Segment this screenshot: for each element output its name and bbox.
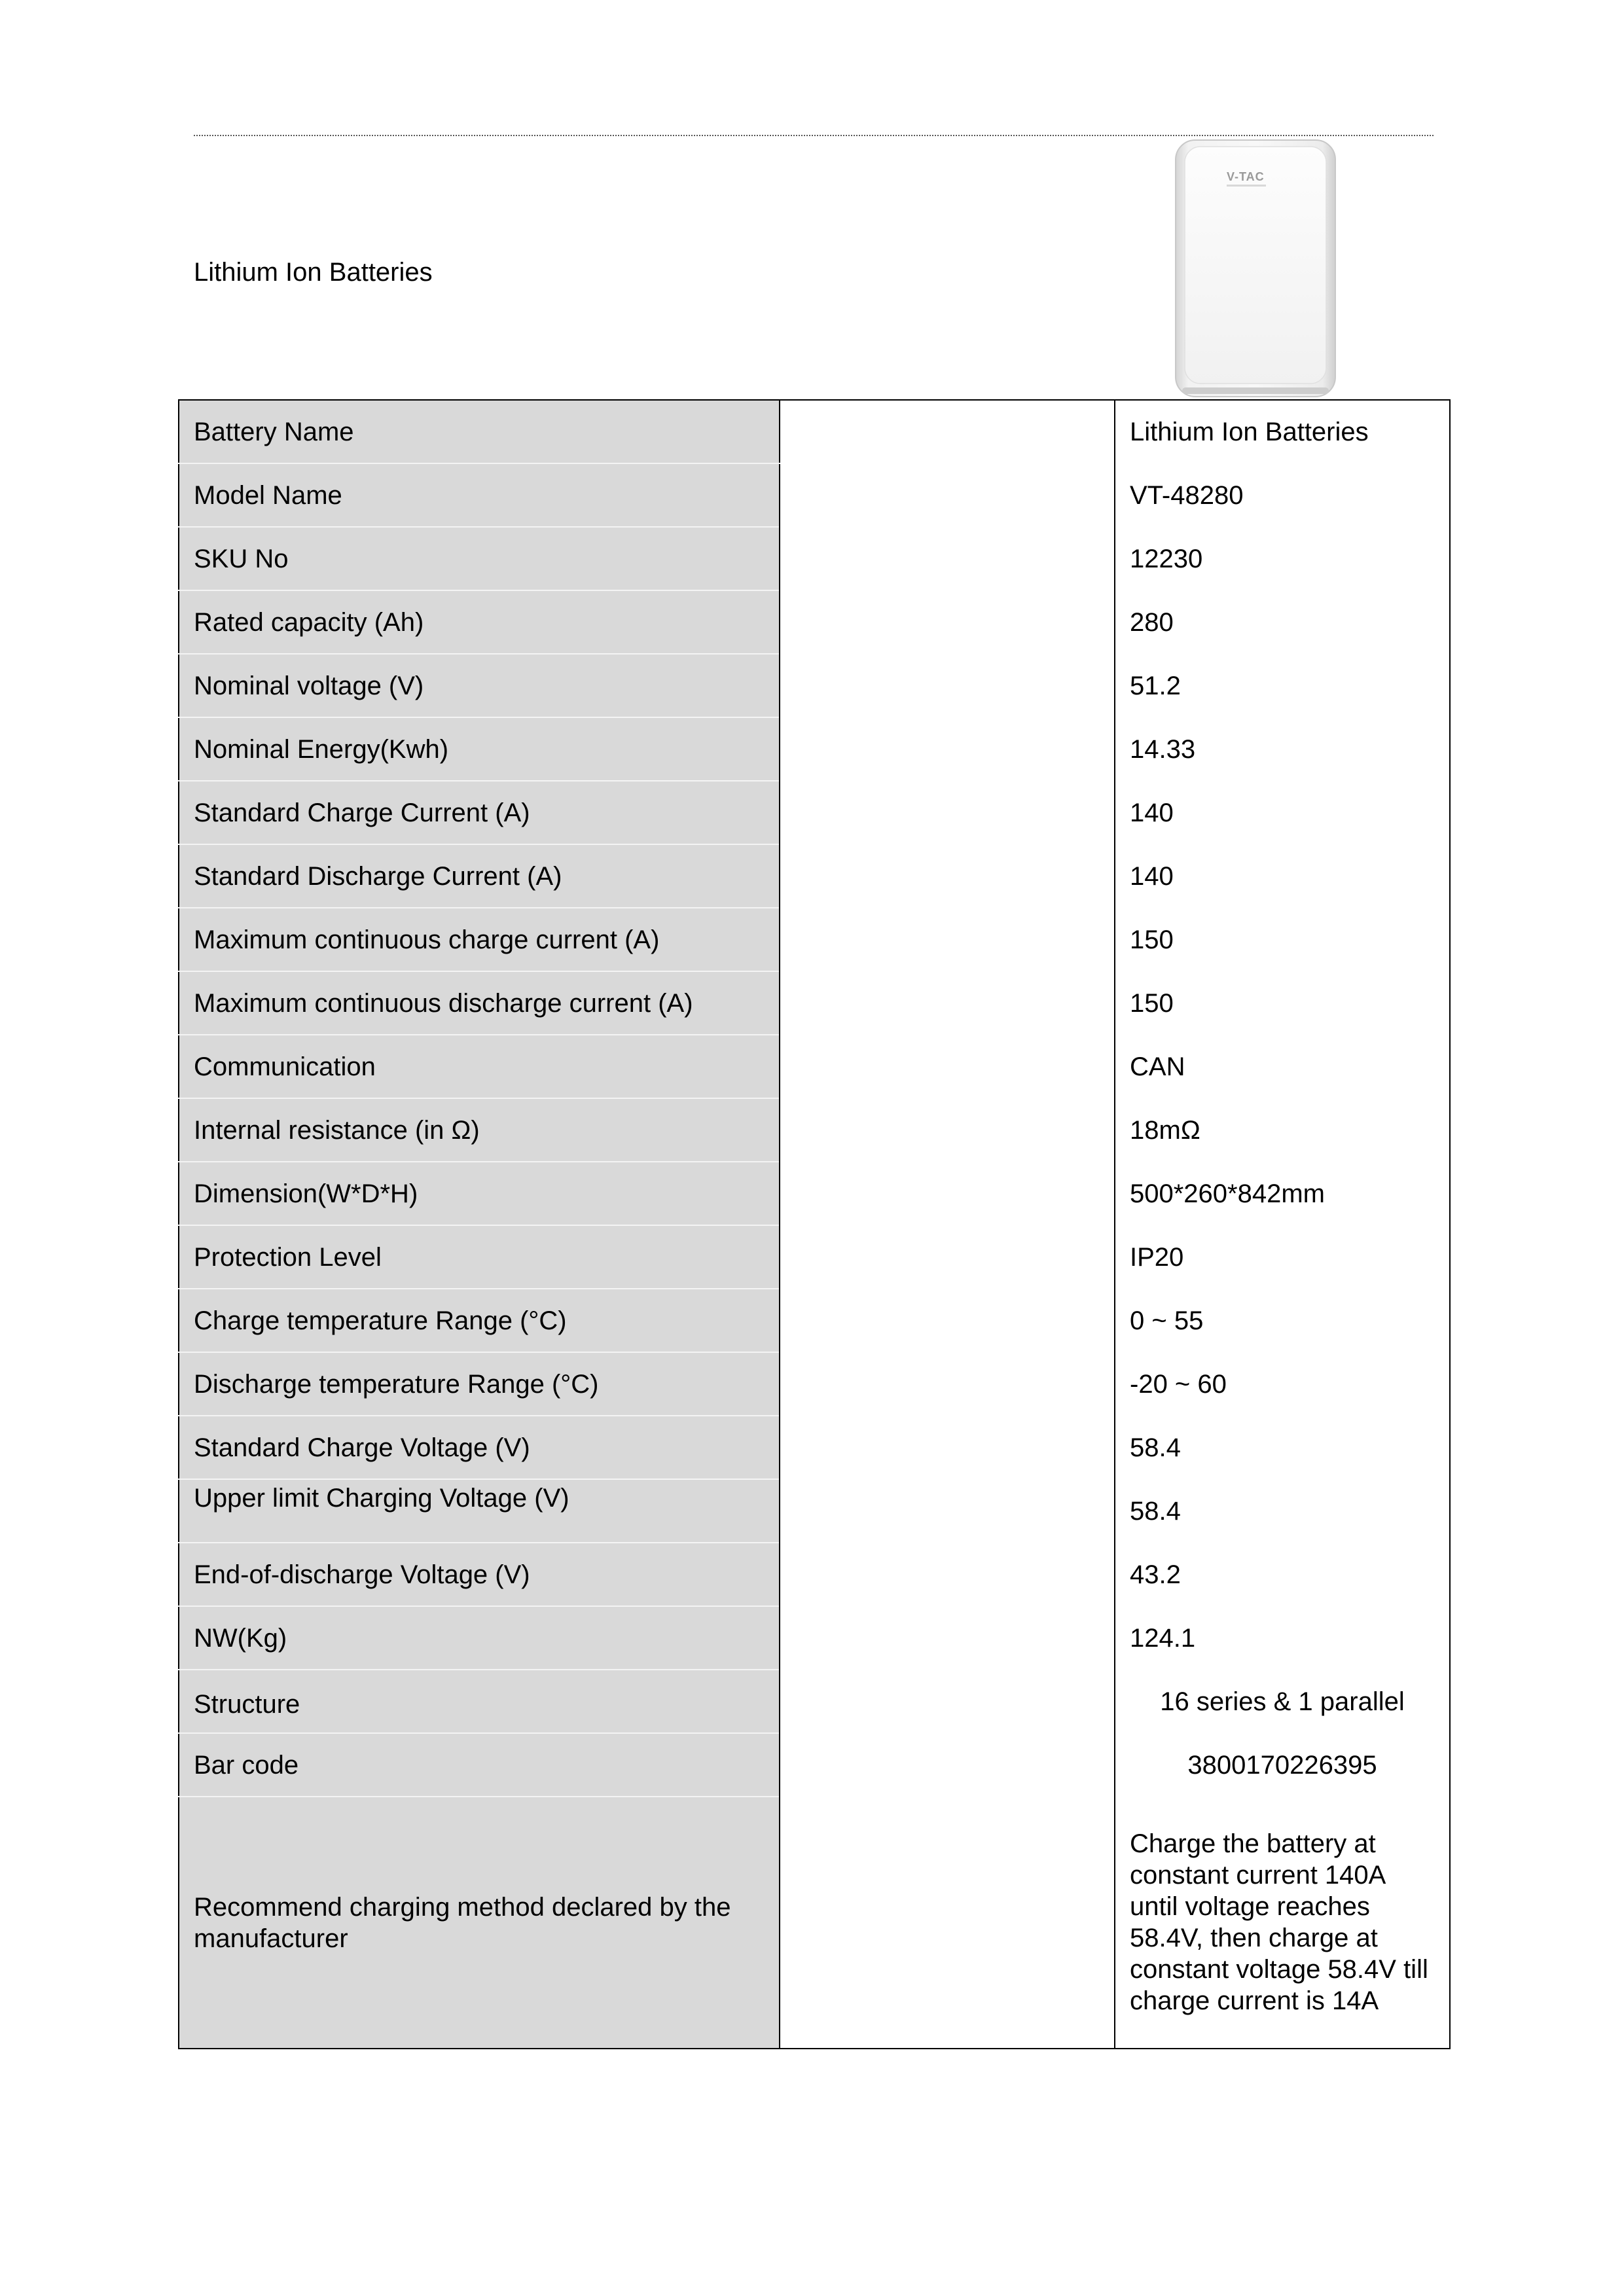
spec-label: Dimension(W*D*H) [179, 1162, 780, 1225]
spec-value: Lithium Ion Batteries [1115, 400, 1450, 463]
spec-label: Standard Charge Voltage (V) [179, 1416, 780, 1479]
spec-label: End-of-discharge Voltage (V) [179, 1543, 780, 1606]
spec-value: 58.4 [1115, 1479, 1450, 1543]
spec-label: Rated capacity (Ah) [179, 590, 780, 654]
spec-label: Bar code [179, 1733, 780, 1797]
spec-value: 500*260*842mm [1115, 1162, 1450, 1225]
spec-label: Communication [179, 1035, 780, 1098]
spec-label: Internal resistance (in Ω) [179, 1098, 780, 1162]
spec-value: 0 ~ 55 [1115, 1289, 1450, 1352]
document-title: Lithium Ion Batteries [194, 258, 433, 287]
spec-value: 124.1 [1115, 1606, 1450, 1670]
table-row [179, 400, 1450, 463]
spec-value: VT-48280 [1115, 463, 1450, 527]
spec-value: CAN [1115, 1035, 1450, 1098]
spec-table [178, 399, 1451, 2049]
spec-value: 16 series & 1 parallel [1115, 1670, 1450, 1733]
spec-label: Standard Discharge Current (A) [179, 844, 780, 908]
blank-column [780, 400, 1115, 2049]
battery-product-image [1172, 137, 1339, 399]
spec-label: Standard Charge Current (A) [179, 781, 780, 844]
spec-value: 150 [1115, 908, 1450, 971]
spec-value: 150 [1115, 971, 1450, 1035]
spec-value: 3800170226395 [1115, 1733, 1450, 1797]
top-divider [194, 135, 1434, 136]
spec-label: Structure [179, 1670, 780, 1733]
spec-value: 43.2 [1115, 1543, 1450, 1606]
spec-label: Discharge temperature Range (°C) [179, 1352, 780, 1416]
spec-label: Protection Level [179, 1225, 780, 1289]
spec-value: 58.4 [1115, 1416, 1450, 1479]
spec-label: Nominal voltage (V) [179, 654, 780, 717]
spec-value: 140 [1115, 781, 1450, 844]
spec-value: 12230 [1115, 527, 1450, 590]
spec-value: 280 [1115, 590, 1450, 654]
spec-label: Recommend charging method declared by the manufacturer [179, 1797, 780, 2049]
spec-value: 140 [1115, 844, 1450, 908]
brand-logo: V-TAC [1227, 170, 1265, 183]
spec-value: -20 ~ 60 [1115, 1352, 1450, 1416]
spec-label: Upper limit Charging Voltage (V) [179, 1479, 780, 1543]
spec-label: Model Name [179, 463, 780, 527]
spec-label: NW(Kg) [179, 1606, 780, 1670]
spec-value: Charge the battery at constant current 140A until voltage reaches 58.4V, then charge at constant voltage 58.4V till charge current is 14A [1115, 1797, 1450, 2049]
spec-label: SKU No [179, 527, 780, 590]
spec-label: Charge temperature Range (°C) [179, 1289, 780, 1352]
spec-label: Battery Name [179, 400, 780, 463]
spec-label: Maximum continuous charge current (A) [179, 908, 780, 971]
spec-value: 14.33 [1115, 717, 1450, 781]
spec-value: 18mΩ [1115, 1098, 1450, 1162]
spec-value: IP20 [1115, 1225, 1450, 1289]
spec-label: Maximum continuous discharge current (A) [179, 971, 780, 1035]
spec-label: Nominal Energy(Kwh) [179, 717, 780, 781]
spec-value: 51.2 [1115, 654, 1450, 717]
